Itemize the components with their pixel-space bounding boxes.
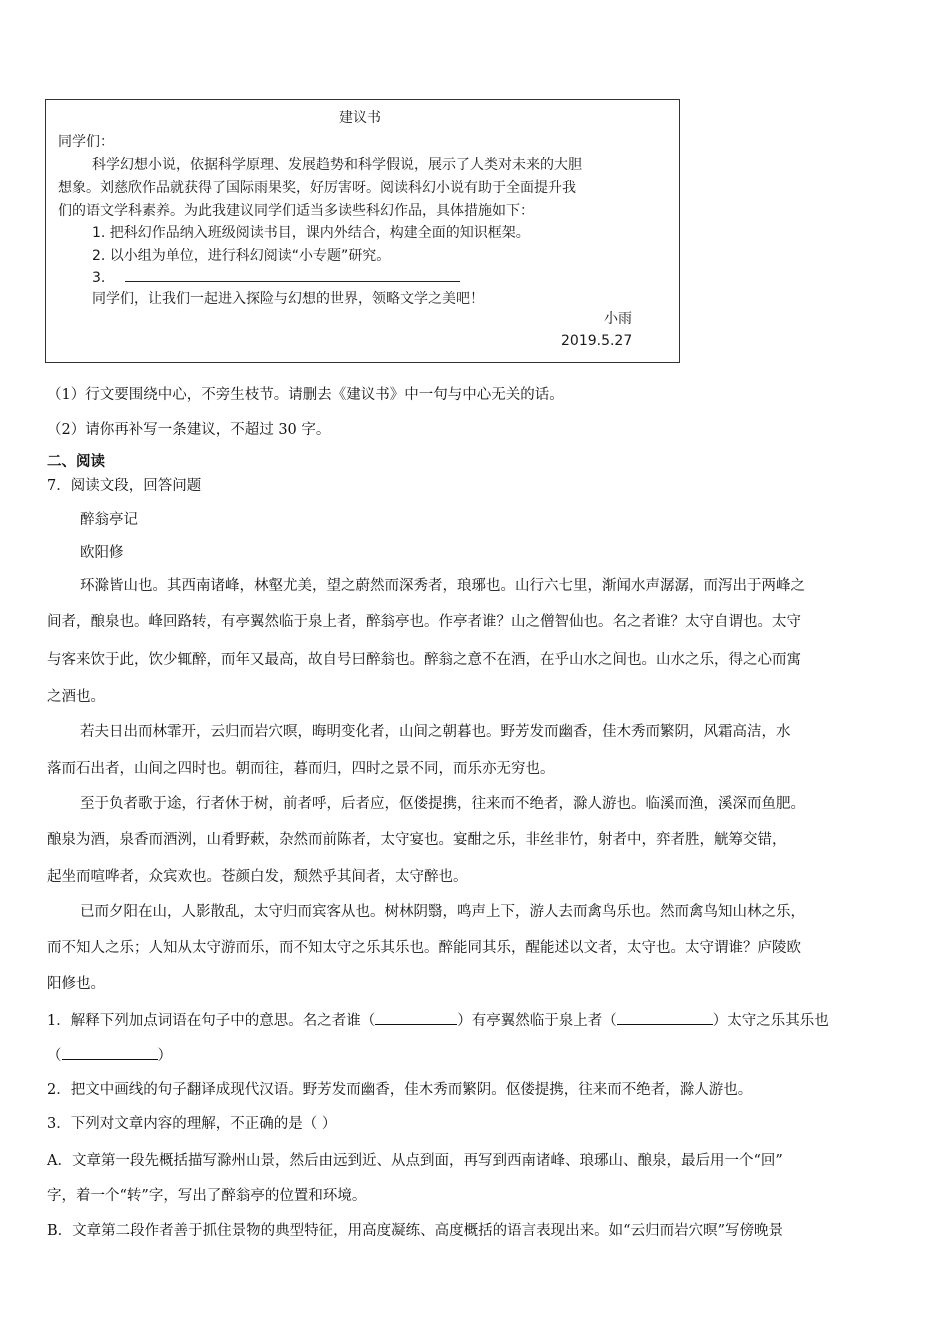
essay-line: 与客来饮于此，饮少辄醉，而年又最高，故自号曰醉翁也。醉翁之意不在酒，在乎山水之间也。山水之乐，得之心而寓 xyxy=(47,652,801,668)
sub-question-1-part-c: ）太守之乐其乐也 xyxy=(712,1013,829,1029)
essay-line: 阳修也。 xyxy=(47,976,105,992)
question-6-1: （1）行文要围绕中心，不旁生枝节。请删去《建议书》中一句与中心无关的话。 xyxy=(47,387,564,403)
sub-question-3: 3．下列对文章内容的理解，不正确的是（ ） xyxy=(47,1116,337,1132)
proposal-item-3-blank xyxy=(125,267,460,282)
section-heading-reading: 二、阅读 xyxy=(47,454,105,470)
sub-question-1-continued xyxy=(47,1045,172,1066)
essay-line: 环滁皆山也。其西南诸峰，林壑尤美，望之蔚然而深秀者，琅琊也。山行六七里，渐闻水声潺潺，而泻出于两峰之 xyxy=(80,578,805,594)
proposal-paragraph-line: 们的语文学科素养。为此我建议同学们适当多读些科幻作品，具体措施如下： xyxy=(58,203,534,219)
essay-line: 酿泉为酒，泉香而酒洌，山肴野蔌，杂然而前陈者，太守宴也。宴酣之乐，非丝非竹，射者中，弈者胜，觥筹交错， xyxy=(47,832,787,848)
answer-blank-3[interactable] xyxy=(62,1045,158,1060)
proposal-date: 2019.5.27 xyxy=(561,333,633,349)
essay-author: 欧阳修 xyxy=(80,545,124,561)
proposal-letter-image xyxy=(45,99,680,363)
essay-line: 若夫日出而林霏开，云归而岩穴暝，晦明变化者，山间之朝暮也。野芳发而幽香，佳木秀而繁阴，风霜高洁，水 xyxy=(80,724,791,740)
proposal-paragraph-line: 想象。刘慈欣作品就获得了国际雨果奖，好厉害呀。阅读科幻小说有助于全面提升我 xyxy=(58,180,576,196)
paren-close: ） xyxy=(157,1048,172,1064)
sub-question-1-part-a: 1．解释下列加点词语在句子中的意思。名之者谁（ xyxy=(47,1013,376,1029)
option-a-continued: 字，着一个“转”字，写出了醉翁亭的位置和环境。 xyxy=(47,1188,367,1204)
proposal-item-3 xyxy=(92,267,460,287)
sub-question-1 xyxy=(47,1010,829,1031)
proposal-paragraph-line: 科学幻想小说，依据科学原理、发展趋势和科学假说，展示了人类对未来的大胆 xyxy=(92,157,582,173)
proposal-title: 建议书 xyxy=(339,110,381,126)
question-7-intro: 7．阅读文段，回答问题 xyxy=(47,478,202,494)
answer-blank-2[interactable] xyxy=(617,1010,713,1025)
paren-open: （ xyxy=(47,1048,62,1064)
proposal-item-3-number: 3. xyxy=(92,270,106,286)
sub-question-2: 2．把文中画线的句子翻译成现代汉语。野芳发而幽香，佳木秀而繁阴。伛偻提携，往来而不绝者，滁人游也。 xyxy=(47,1082,753,1098)
answer-blank-1[interactable] xyxy=(375,1010,457,1025)
essay-line: 之酒也。 xyxy=(47,689,105,705)
proposal-signature: 小雨 xyxy=(604,311,632,327)
sub-question-1-part-b: ）有亭翼然临于泉上者（ xyxy=(457,1013,617,1029)
option-a: A．文章第一段先概括描写滁州山景，然后由远到近、从点到面，再写到西南诸峰、琅琊山、酿泉，最后用一个“回” xyxy=(47,1153,783,1169)
proposal-item-2: 2. 以小组为单位，进行科幻阅读“小专题”研究。 xyxy=(92,248,391,264)
essay-line: 而不知人之乐；人知从太守游而乐，而不知太守之乐其乐也。醉能同其乐，醒能述以文者，太守也。太守谓谁？庐陵欧 xyxy=(47,940,801,956)
essay-line: 落而石出者，山间之四时也。朝而往，暮而归，四时之景不同，而乐亦无穷也。 xyxy=(47,761,555,777)
essay-title: 醉翁亭记 xyxy=(80,512,138,528)
question-6-2: （2）请你再补写一条建议，不超过 30 字。 xyxy=(47,422,331,438)
proposal-item-1: 1. 把科幻作品纳入班级阅读书目，课内外结合，构建全面的知识框架。 xyxy=(92,225,530,241)
essay-line: 起坐而喧哗者，众宾欢也。苍颜白发，颓然乎其间者，太守醉也。 xyxy=(47,869,468,885)
option-b: B．文章第二段作者善于抓住景物的典型特征，用高度凝练、高度概括的语言表现出来。如“云归而岩穴暝”写傍晚景 xyxy=(47,1223,783,1239)
essay-line: 已而夕阳在山，人影散乱，太守归而宾客从也。树林阴翳，鸣声上下，游人去而禽鸟乐也。然而禽鸟知山林之乐， xyxy=(80,904,805,920)
proposal-closing: 同学们，让我们一起进入探险与幻想的世界，领略文学之美吧！ xyxy=(92,291,484,307)
proposal-greeting: 同学们： xyxy=(58,134,114,150)
essay-line: 间者，酿泉也。峰回路转，有亭翼然临于泉上者，醉翁亭也。作亭者谁？山之僧智仙也。名之者谁？太守自谓也。太守 xyxy=(47,614,801,630)
essay-line: 至于负者歌于途，行者休于树，前者呼，后者应，伛偻提携，往来而不绝者，滁人游也。临溪而渔，溪深而鱼肥。 xyxy=(80,796,805,812)
